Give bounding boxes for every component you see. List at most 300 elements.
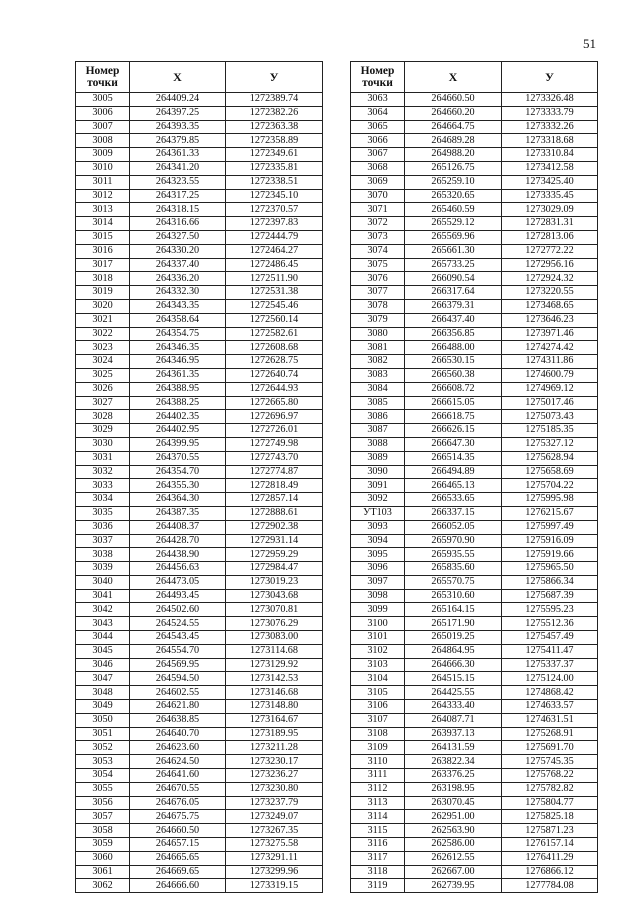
cell-x: 264318.15 <box>130 203 226 217</box>
cell-y: 1273019.23 <box>226 575 323 589</box>
cell-x: 264379.85 <box>130 134 226 148</box>
cell-x: 264346.35 <box>130 341 226 355</box>
table-row <box>76 534 323 548</box>
table-row <box>351 230 598 244</box>
cell-x: 266626.15 <box>405 424 502 438</box>
cell-y: 1273211.28 <box>226 741 323 755</box>
table-row <box>351 644 598 658</box>
cell-point-number: 3058 <box>76 824 130 838</box>
cell-y: 1272857.14 <box>226 493 323 507</box>
table-row <box>351 865 598 879</box>
cell-x: 264493.45 <box>130 589 226 603</box>
table-row <box>351 617 598 631</box>
cell-y: 1275687.39 <box>502 589 598 603</box>
table-row <box>76 631 323 645</box>
cell-y: 1272665.80 <box>226 396 323 410</box>
table-row <box>351 575 598 589</box>
cell-y: 1272813.06 <box>502 230 598 244</box>
table-row <box>76 175 323 189</box>
cell-point-number: 3056 <box>76 796 130 810</box>
cell-point-number: 3070 <box>351 189 405 203</box>
table-row <box>76 106 323 120</box>
cell-point-number: 3062 <box>76 879 130 893</box>
cell-x: 264388.95 <box>130 382 226 396</box>
table-row <box>351 810 598 824</box>
table-row <box>351 120 598 134</box>
cell-point-number: 3113 <box>351 796 405 810</box>
cell-y: 1272560.14 <box>226 313 323 327</box>
cell-point-number: 3015 <box>76 230 130 244</box>
cell-x: 264689.28 <box>405 134 502 148</box>
table-row <box>351 824 598 838</box>
cell-x: 264665.65 <box>130 851 226 865</box>
cell-y: 1276411.29 <box>502 851 598 865</box>
cell-x: 264638.85 <box>130 713 226 727</box>
cell-y: 1273319.15 <box>226 879 323 893</box>
cell-x: 264594.50 <box>130 672 226 686</box>
cell-y: 1276215.67 <box>502 506 598 520</box>
cell-x: 266437.40 <box>405 313 502 327</box>
cell-x: 266337.15 <box>405 506 502 520</box>
cell-y: 1272743.70 <box>226 451 323 465</box>
cell-point-number: 3119 <box>351 879 405 893</box>
cell-point-number: 3101 <box>351 631 405 645</box>
table-row <box>351 382 598 396</box>
table-row <box>351 520 598 534</box>
cell-point-number: 3106 <box>351 700 405 714</box>
cell-y: 1272749.98 <box>226 437 323 451</box>
table-row <box>76 93 323 107</box>
cell-x: 265835.60 <box>405 562 502 576</box>
cell-x: 264428.70 <box>130 534 226 548</box>
table-row <box>76 479 323 493</box>
cell-point-number: 3085 <box>351 396 405 410</box>
cell-point-number: 3035 <box>76 506 130 520</box>
table-row <box>351 175 598 189</box>
table-row <box>76 796 323 810</box>
cell-y: 1275871.23 <box>502 824 598 838</box>
cell-point-number: УТ103 <box>351 506 405 520</box>
cell-point-number: 3082 <box>351 355 405 369</box>
cell-x: 266465.13 <box>405 479 502 493</box>
cell-x: 265733.25 <box>405 258 502 272</box>
cell-point-number: 3032 <box>76 465 130 479</box>
table-row <box>76 838 323 852</box>
cell-y: 1276157.14 <box>502 838 598 852</box>
table-row <box>351 299 598 313</box>
cell-y: 1275866.34 <box>502 575 598 589</box>
table-row <box>76 810 323 824</box>
cell-x: 264438.90 <box>130 548 226 562</box>
table-row <box>76 451 323 465</box>
cell-point-number: 3038 <box>76 548 130 562</box>
cell-point-number: 3075 <box>351 258 405 272</box>
cell-y: 1273412.58 <box>502 161 598 175</box>
cell-point-number: 3039 <box>76 562 130 576</box>
cell-x: 264354.75 <box>130 327 226 341</box>
cell-y: 1273335.45 <box>502 189 598 203</box>
cell-point-number: 3012 <box>76 189 130 203</box>
cell-point-number: 3023 <box>76 341 130 355</box>
cell-point-number: 3046 <box>76 658 130 672</box>
cell-y: 1273332.26 <box>502 120 598 134</box>
table-row <box>351 796 598 810</box>
cell-y: 1275804.77 <box>502 796 598 810</box>
cell-x: 264524.55 <box>130 617 226 631</box>
cell-y: 1272628.75 <box>226 355 323 369</box>
cell-y: 1275457.49 <box>502 631 598 645</box>
cell-point-number: 3117 <box>351 851 405 865</box>
cell-x: 264670.55 <box>130 782 226 796</box>
cell-x: 264657.15 <box>130 838 226 852</box>
cell-x: 264364.30 <box>130 493 226 507</box>
table-row <box>351 396 598 410</box>
cell-point-number: 3092 <box>351 493 405 507</box>
table-row <box>76 148 323 162</box>
cell-point-number: 3014 <box>76 217 130 231</box>
header-num-line1: Номер <box>85 64 120 77</box>
table-row <box>351 327 598 341</box>
cell-point-number: 3047 <box>76 672 130 686</box>
cell-y: 1274311.86 <box>502 355 598 369</box>
cell-x: 263198.95 <box>405 782 502 796</box>
cell-y: 1274633.57 <box>502 700 598 714</box>
cell-y: 1273220.55 <box>502 286 598 300</box>
cell-x: 265529.12 <box>405 217 502 231</box>
cell-x: 262667.00 <box>405 865 502 879</box>
cell-point-number: 3097 <box>351 575 405 589</box>
cell-point-number: 3024 <box>76 355 130 369</box>
cell-x: 264316.66 <box>130 217 226 231</box>
table-row <box>76 368 323 382</box>
cell-y: 1272511.90 <box>226 272 323 286</box>
cell-point-number: 3034 <box>76 493 130 507</box>
table-row <box>351 148 598 162</box>
cell-y: 1272924.32 <box>502 272 598 286</box>
cell-point-number: 3112 <box>351 782 405 796</box>
cell-y: 1273468.65 <box>502 299 598 313</box>
cell-x: 264554.70 <box>130 644 226 658</box>
cell-point-number: 3111 <box>351 769 405 783</box>
table-row <box>76 617 323 631</box>
table-row <box>76 410 323 424</box>
cell-x: 264425.55 <box>405 686 502 700</box>
cell-y: 1272486.45 <box>226 258 323 272</box>
cell-point-number: 3053 <box>76 755 130 769</box>
cell-x: 266356.85 <box>405 327 502 341</box>
table-row <box>76 258 323 272</box>
table-row <box>76 658 323 672</box>
cell-x: 264988.20 <box>405 148 502 162</box>
cell-y: 1275916.09 <box>502 534 598 548</box>
cell-x: 264361.33 <box>130 148 226 162</box>
cell-x: 263937.13 <box>405 727 502 741</box>
cell-point-number: 3033 <box>76 479 130 493</box>
cell-point-number: 3077 <box>351 286 405 300</box>
header-num-line1: Номер <box>360 64 395 77</box>
cell-x: 264666.30 <box>405 658 502 672</box>
cell-point-number: 3009 <box>76 148 130 162</box>
cell-x: 264515.15 <box>405 672 502 686</box>
cell-y: 1272531.38 <box>226 286 323 300</box>
table-row <box>351 686 598 700</box>
cell-x: 264502.60 <box>130 603 226 617</box>
table-row <box>351 631 598 645</box>
table-row <box>76 161 323 175</box>
cell-y: 1273146.68 <box>226 686 323 700</box>
table-row <box>351 286 598 300</box>
cell-point-number: 3098 <box>351 589 405 603</box>
cell-y: 1273114.68 <box>226 644 323 658</box>
cell-y: 1272984.47 <box>226 562 323 576</box>
table-row <box>76 686 323 700</box>
table-row <box>351 217 598 231</box>
cell-x: 264337.40 <box>130 258 226 272</box>
table-row <box>351 258 598 272</box>
table-row <box>351 755 598 769</box>
table-row <box>351 658 598 672</box>
cell-y: 1275658.69 <box>502 465 598 479</box>
table-row <box>351 713 598 727</box>
table-row <box>351 437 598 451</box>
cell-x: 264660.50 <box>405 93 502 107</box>
table-row <box>351 479 598 493</box>
cell-x: 264370.55 <box>130 451 226 465</box>
cell-point-number: 3050 <box>76 713 130 727</box>
table-row <box>351 782 598 796</box>
cell-y: 1277784.08 <box>502 879 598 893</box>
cell-y: 1273646.23 <box>502 313 598 327</box>
cell-x: 266615.05 <box>405 396 502 410</box>
table-row <box>76 437 323 451</box>
cell-x: 264473.05 <box>130 575 226 589</box>
cell-x: 265259.10 <box>405 175 502 189</box>
cell-point-number: 3114 <box>351 810 405 824</box>
cell-y: 1273310.84 <box>502 148 598 162</box>
cell-x: 266090.54 <box>405 272 502 286</box>
cell-y: 1272774.87 <box>226 465 323 479</box>
cell-x: 262563.90 <box>405 824 502 838</box>
cell-point-number: 3019 <box>76 286 130 300</box>
table-row <box>76 396 323 410</box>
header-point-number <box>76 62 130 93</box>
cell-point-number: 3086 <box>351 410 405 424</box>
cell-y: 1275595.23 <box>502 603 598 617</box>
cell-point-number: 3103 <box>351 658 405 672</box>
cell-y: 1273267.35 <box>226 824 323 838</box>
cell-y: 1273318.68 <box>502 134 598 148</box>
cell-y: 1273070.81 <box>226 603 323 617</box>
cell-point-number: 3041 <box>76 589 130 603</box>
cell-y: 1272644.93 <box>226 382 323 396</box>
cell-x: 264387.35 <box>130 506 226 520</box>
cell-x: 264624.50 <box>130 755 226 769</box>
cell-point-number: 3096 <box>351 562 405 576</box>
cell-x: 264676.05 <box>130 796 226 810</box>
cell-y: 1273148.80 <box>226 700 323 714</box>
cell-point-number: 3107 <box>351 713 405 727</box>
cell-y: 1273326.48 <box>502 93 598 107</box>
cell-x: 265310.60 <box>405 589 502 603</box>
table-row <box>76 603 323 617</box>
cell-point-number: 3016 <box>76 244 130 258</box>
cell-x: 266618.75 <box>405 410 502 424</box>
cell-x: 264543.45 <box>130 631 226 645</box>
cell-y: 1275745.35 <box>502 755 598 769</box>
table-row <box>76 203 323 217</box>
cell-x: 264621.80 <box>130 700 226 714</box>
cell-x: 264660.50 <box>130 824 226 838</box>
cell-point-number: 3031 <box>76 451 130 465</box>
cell-point-number: 3088 <box>351 437 405 451</box>
table-row <box>76 562 323 576</box>
table-row <box>76 865 323 879</box>
cell-y: 1272582.61 <box>226 327 323 341</box>
cell-point-number: 3095 <box>351 548 405 562</box>
table-row <box>351 603 598 617</box>
table-row <box>351 244 598 258</box>
table-row <box>351 203 598 217</box>
table-row <box>76 575 323 589</box>
table-row <box>76 313 323 327</box>
header-x: X <box>405 62 502 93</box>
table-row <box>76 341 323 355</box>
cell-y: 1274969.12 <box>502 382 598 396</box>
coordinates-table-left <box>75 61 323 893</box>
cell-point-number: 3080 <box>351 327 405 341</box>
cell-point-number: 3068 <box>351 161 405 175</box>
cell-point-number: 3059 <box>76 838 130 852</box>
header-y: У <box>502 62 598 93</box>
table-row <box>351 134 598 148</box>
cell-x: 264408.37 <box>130 520 226 534</box>
cell-point-number: 3081 <box>351 341 405 355</box>
cell-x: 262739.95 <box>405 879 502 893</box>
cell-y: 1273249.07 <box>226 810 323 824</box>
cell-y: 1273083.00 <box>226 631 323 645</box>
cell-y: 1273236.27 <box>226 769 323 783</box>
cell-x: 266530.15 <box>405 355 502 369</box>
table-row <box>351 727 598 741</box>
coordinates-table-right <box>350 61 598 893</box>
cell-x: 266317.64 <box>405 286 502 300</box>
table-row <box>76 120 323 134</box>
cell-y: 1275997.49 <box>502 520 598 534</box>
cell-y: 1272726.01 <box>226 424 323 438</box>
cell-point-number: 3036 <box>76 520 130 534</box>
cell-point-number: 3045 <box>76 644 130 658</box>
table-row <box>76 217 323 231</box>
cell-y: 1272363.38 <box>226 120 323 134</box>
table-row <box>76 548 323 562</box>
cell-point-number: 3099 <box>351 603 405 617</box>
cell-x: 266533.65 <box>405 493 502 507</box>
cell-point-number: 3061 <box>76 865 130 879</box>
cell-point-number: 3069 <box>351 175 405 189</box>
cell-point-number: 3115 <box>351 824 405 838</box>
page-number: 51 <box>583 36 596 51</box>
table-row <box>351 189 598 203</box>
cell-y: 1273333.79 <box>502 106 598 120</box>
cell-x: 264354.70 <box>130 465 226 479</box>
table-row <box>76 299 323 313</box>
cell-x: 264317.25 <box>130 189 226 203</box>
cell-y: 1274274.42 <box>502 341 598 355</box>
cell-point-number: 3037 <box>76 534 130 548</box>
cell-x: 264343.35 <box>130 299 226 313</box>
cell-y: 1272608.68 <box>226 341 323 355</box>
cell-y: 1274631.51 <box>502 713 598 727</box>
cell-x: 266052.05 <box>405 520 502 534</box>
table-row <box>351 700 598 714</box>
header-num-line2: точки <box>362 77 393 89</box>
table-row <box>351 534 598 548</box>
cell-y: 1272818.49 <box>226 479 323 493</box>
table-body-left <box>76 93 323 893</box>
cell-point-number: 3074 <box>351 244 405 258</box>
cell-x: 264341.20 <box>130 161 226 175</box>
cell-x: 264355.30 <box>130 479 226 493</box>
cell-y: 1273425.40 <box>502 175 598 189</box>
cell-y: 1273129.92 <box>226 658 323 672</box>
cell-y: 1275825.18 <box>502 810 598 824</box>
cell-point-number: 3010 <box>76 161 130 175</box>
cell-y: 1272370.57 <box>226 203 323 217</box>
header-y: У <box>226 62 323 93</box>
cell-y: 1272959.29 <box>226 548 323 562</box>
cell-point-number: 3076 <box>351 272 405 286</box>
table-row <box>76 700 323 714</box>
cell-y: 1272345.10 <box>226 189 323 203</box>
cell-y: 1273299.96 <box>226 865 323 879</box>
cell-x: 265019.25 <box>405 631 502 645</box>
cell-point-number: 3064 <box>351 106 405 120</box>
table-row <box>351 879 598 893</box>
table-row <box>76 727 323 741</box>
cell-point-number: 3055 <box>76 782 130 796</box>
table-row <box>351 93 598 107</box>
cell-x: 264358.64 <box>130 313 226 327</box>
table-row <box>351 838 598 852</box>
table-row <box>351 741 598 755</box>
table-row <box>76 782 323 796</box>
table-row <box>351 451 598 465</box>
cell-point-number: 3110 <box>351 755 405 769</box>
cell-y: 1273291.11 <box>226 851 323 865</box>
table-row <box>351 161 598 175</box>
cell-point-number: 3094 <box>351 534 405 548</box>
cell-x: 264361.35 <box>130 368 226 382</box>
table-row <box>76 520 323 534</box>
cell-y: 1272545.46 <box>226 299 323 313</box>
table-row <box>351 506 598 520</box>
table-row <box>76 589 323 603</box>
cell-point-number: 3043 <box>76 617 130 631</box>
cell-point-number: 3066 <box>351 134 405 148</box>
cell-x: 266560.38 <box>405 368 502 382</box>
table-body-right <box>351 93 598 893</box>
cell-y: 1272831.31 <box>502 217 598 231</box>
table-row <box>76 851 323 865</box>
cell-point-number: 3087 <box>351 424 405 438</box>
cell-x: 264675.75 <box>130 810 226 824</box>
cell-point-number: 3007 <box>76 120 130 134</box>
cell-x: 264666.60 <box>130 879 226 893</box>
table-row <box>76 465 323 479</box>
cell-y: 1275919.66 <box>502 548 598 562</box>
table-row <box>351 562 598 576</box>
table-row <box>76 244 323 258</box>
